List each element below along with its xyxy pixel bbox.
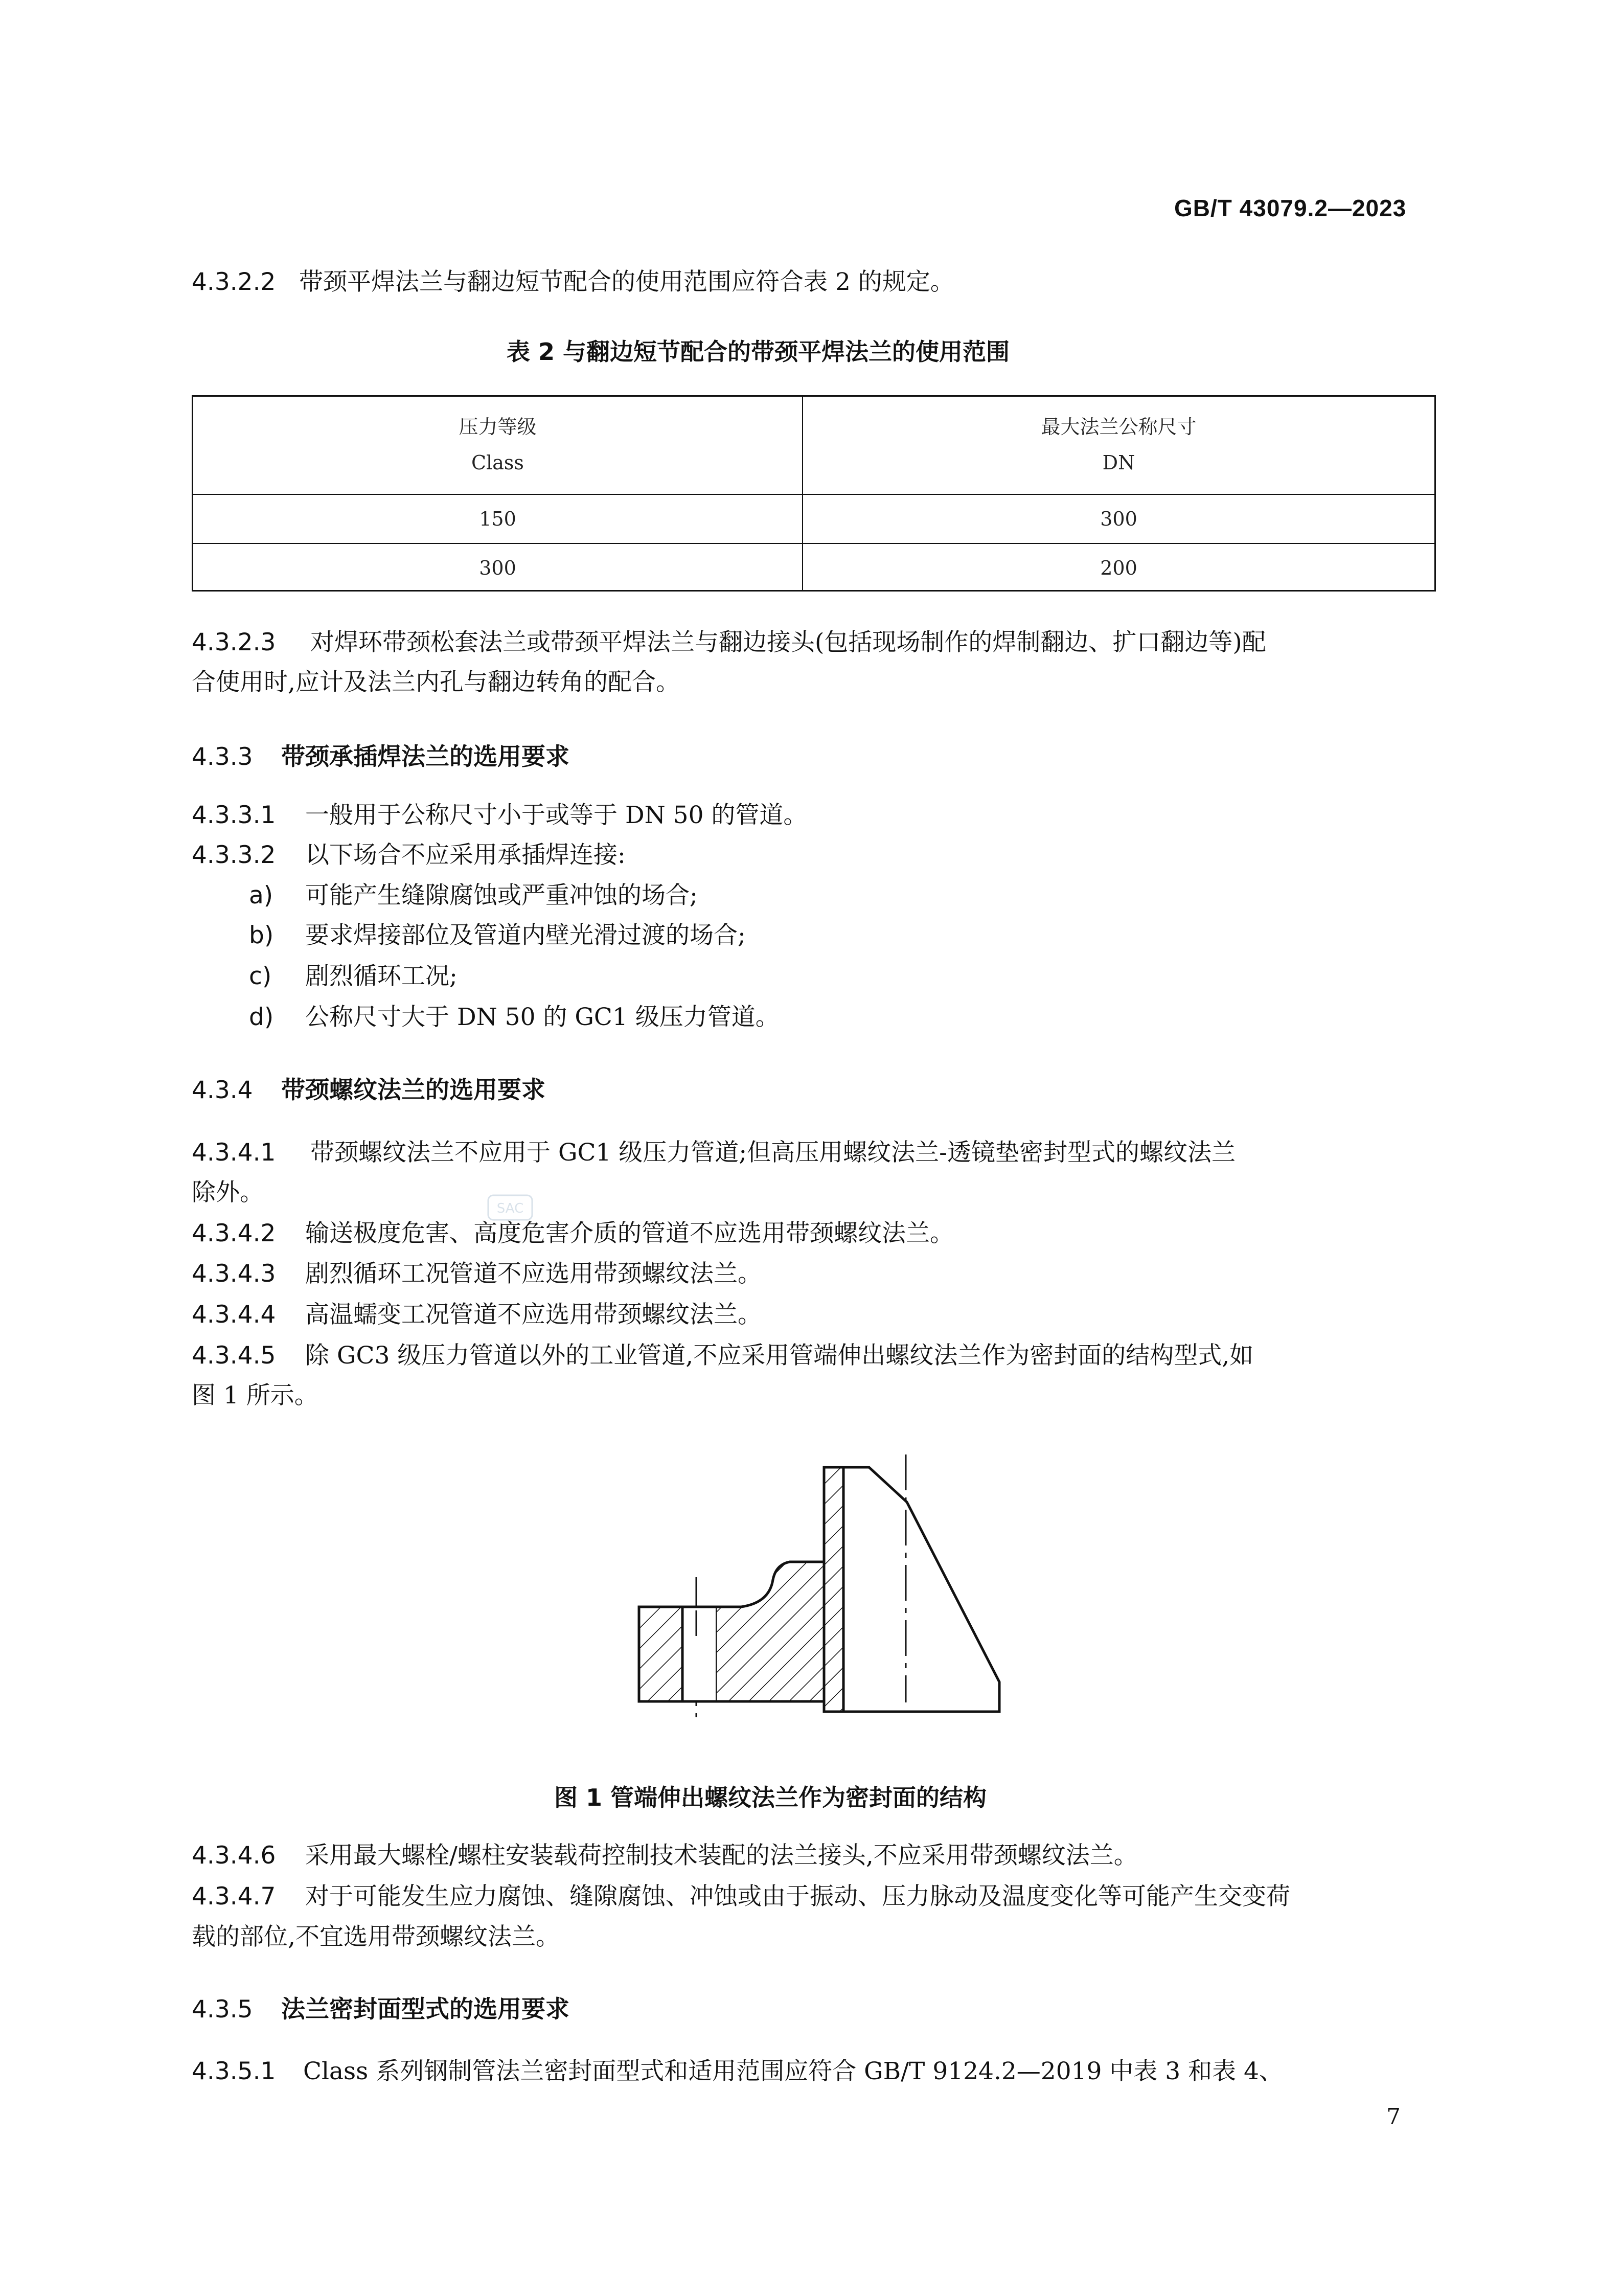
header-sublabel: DN <box>1102 451 1135 474</box>
list-item <box>249 961 458 992</box>
table-divider <box>193 494 1434 495</box>
header-sublabel: Class <box>471 451 524 474</box>
clause-4-3-4-6 <box>192 1840 1138 1871</box>
table-header-cell <box>193 409 802 481</box>
clause-text: 高温蠕变工况管道不应选用带颈螺纹法兰。 <box>305 1301 762 1329</box>
clause-4-3-4-5 <box>192 1340 1253 1371</box>
header-label: 压力等级 <box>459 416 537 438</box>
table-cell: 300 <box>479 557 516 579</box>
clause-text-continued: 载的部位,不宜选用带颈螺纹法兰。 <box>192 1923 560 1951</box>
section-heading-4-3-3 <box>192 738 569 772</box>
clause-number: 4.3.4.2 <box>192 1219 276 1247</box>
clause-4-3-2-3 <box>192 627 1266 658</box>
section-number: 4.3.5 <box>192 1995 253 2024</box>
clause-4-3-4-1 <box>192 1138 1236 1168</box>
table-cell: 200 <box>1100 557 1137 579</box>
clause-text: 对于可能发生应力腐蚀、缝隙腐蚀、冲蚀或由于振动、压力脉动及温度变化等可能产生交变荷 <box>305 1882 1290 1911</box>
clause-number: 4.3.2.3 <box>192 628 276 656</box>
section-title: 带颈承插焊法兰的选用要求 <box>281 743 569 771</box>
clause-text-continued: 除外。 <box>192 1178 264 1207</box>
clause-text: 带颈平焊法兰与翻边短节配合的使用范围应符合表 2 的规定。 <box>299 268 954 296</box>
clause-text: 剧烈循环工况管道不应选用带颈螺纹法兰。 <box>305 1260 762 1288</box>
clause-4-3-5-1 <box>192 2056 1283 2087</box>
list-label: d) <box>249 1003 274 1031</box>
table-caption: 表 2 与翻边短节配合的带颈平焊法兰的使用范围 <box>507 338 1010 366</box>
list-label: a) <box>249 881 273 910</box>
list-text: 可能产生缝隙腐蚀或严重冲蚀的场合; <box>305 881 698 910</box>
clause-number: 4.3.4.6 <box>192 1842 276 1870</box>
clause-text-continued: 合使用时,应计及法兰内孔与翻边转角的配合。 <box>192 668 680 696</box>
table-divider <box>193 543 1434 544</box>
figure-1-flange-drawing <box>629 1452 1017 1738</box>
clause-number: 4.3.3.2 <box>192 841 276 869</box>
section-heading-4-3-5 <box>192 1990 569 2025</box>
section-number: 4.3.4 <box>192 1076 253 1104</box>
clause-4-3-3-2 <box>192 840 626 871</box>
clause-4-3-4-4 <box>192 1300 762 1330</box>
clause-text: 采用最大螺栓/螺柱安装载荷控制技术装配的法兰接头,不应采用带颈螺纹法兰。 <box>305 1842 1138 1870</box>
watermark-text: SAC <box>496 1201 524 1216</box>
list-text: 要求焊接部位及管道内壁光滑过渡的场合; <box>305 921 746 949</box>
list-label: c) <box>249 962 272 990</box>
clause-4-3-4-7 <box>192 1881 1290 1912</box>
list-text: 公称尺寸大于 DN 50 的 GC1 级压力管道。 <box>305 1003 780 1031</box>
list-item <box>249 880 698 911</box>
clause-text: 除 GC3 级压力管道以外的工业管道,不应采用管端伸出螺纹法兰作为密封面的结构型式,如 <box>305 1342 1254 1370</box>
clause-text: 对焊环带颈松套法兰或带颈平焊法兰与翻边接头(包括现场制作的焊制翻边、扩口翻边等)配 <box>310 628 1266 656</box>
clause-number: 4.3.2.2 <box>192 268 276 296</box>
list-text: 剧烈循环工况; <box>305 962 458 990</box>
section-title: 带颈螺纹法兰的选用要求 <box>281 1076 545 1104</box>
table-2 <box>192 395 1436 592</box>
section-title: 法兰密封面型式的选用要求 <box>281 1995 569 2024</box>
clause-number: 4.3.4.3 <box>192 1260 276 1288</box>
clause-number: 4.3.4.7 <box>192 1882 276 1911</box>
table-header-cell <box>803 409 1434 481</box>
clause-number: 4.3.4.4 <box>192 1301 276 1329</box>
clause-number: 4.3.5.1 <box>192 2057 276 2085</box>
clause-text: 带颈螺纹法兰不应用于 GC1 级压力管道;但高压用螺纹法兰-透镜垫密封型式的螺纹法兰 <box>310 1139 1236 1167</box>
clause-text: 输送极度危害、高度危害介质的管道不应选用带颈螺纹法兰。 <box>305 1219 954 1247</box>
clause-4-3-3-1 <box>192 800 807 831</box>
clause-number: 4.3.4.1 <box>192 1139 276 1167</box>
figure-caption: 图 1 管端伸出螺纹法兰作为密封面的结构 <box>554 1784 987 1811</box>
clause-number: 4.3.4.5 <box>192 1342 276 1370</box>
clause-4-3-2-2 <box>192 267 954 298</box>
table-cell: 300 <box>1100 508 1137 530</box>
clause-number: 4.3.3.1 <box>192 801 276 829</box>
list-item <box>249 920 746 951</box>
clause-4-3-4-2 <box>192 1218 954 1249</box>
list-label: b) <box>249 921 274 949</box>
standard-code: GB/T 43079.2—2023 <box>1174 195 1407 221</box>
clause-4-3-4-3 <box>192 1259 762 1289</box>
section-heading-4-3-4 <box>192 1071 545 1105</box>
clause-text-continued: 图 1 所示。 <box>192 1381 318 1410</box>
clause-text: Class 系列钢制管法兰密封面型式和适用范围应符合 GB/T 9124.2—2019 中表 3 和表 4、 <box>303 2057 1283 2085</box>
list-item <box>249 1002 780 1033</box>
page-number: 7 <box>1386 2104 1401 2130</box>
header-label: 最大法兰公称尺寸 <box>1041 416 1197 438</box>
clause-text: 一般用于公称尺寸小于或等于 DN 50 的管道。 <box>305 801 808 829</box>
section-number: 4.3.3 <box>192 743 253 771</box>
clause-text: 以下场合不应采用承插焊连接: <box>305 841 626 869</box>
table-cell: 150 <box>479 508 516 530</box>
